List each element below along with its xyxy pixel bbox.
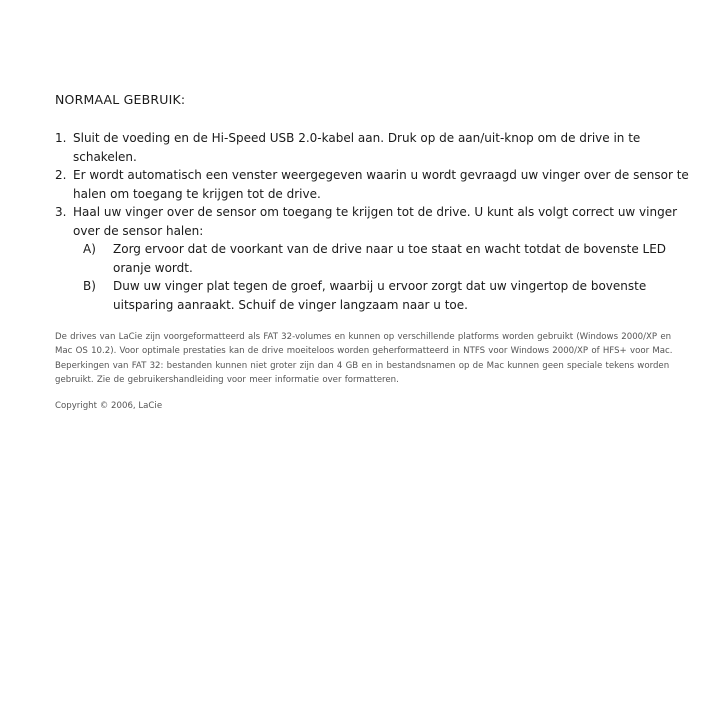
instruction-step-1 — [55, 129, 690, 166]
sub-step-text: Zorg ervoor dat de voorkant van de drive naar u toe staat en wacht totdat de bovenste LED oranje wordt. — [113, 242, 667, 275]
sub-step-a — [83, 240, 690, 277]
copyright-notice: Copyright © 2006, LaCie — [55, 401, 163, 412]
instruction-list — [55, 129, 690, 314]
step-text: Sluit de voeding en de Hi-Speed USB 2.0-kabel aan. Druk op de aan/uit-knop om de drive in te schakelen. — [73, 131, 641, 164]
document-page — [55, 92, 690, 411]
step-number: 3. — [55, 205, 67, 219]
instruction-step-2 — [55, 166, 690, 203]
sub-step-list — [73, 240, 690, 314]
step-text: Er wordt automatisch een venster weergegeven waarin u wordt gevraagd uw vinger over de sensor te halen om toegang te krijgen tot de drive. — [73, 168, 689, 201]
step-number: 2. — [55, 168, 67, 182]
step-number: 1. — [55, 131, 67, 145]
step-text: Haal uw vinger over de sensor om toegang te krijgen tot de drive. U kunt als volgt correct uw vinger over de sensor halen: — [73, 205, 678, 238]
sub-step-b — [83, 277, 690, 314]
sub-step-letter: A) — [83, 242, 96, 256]
sub-step-text: Duw uw vinger plat tegen de groef, waarbij u ervoor zorgt dat uw vingertop de bovenste uitsparing aanraakt. Schuif de vinger langzaam naar u toe. — [113, 279, 647, 312]
formatting-note: De drives van LaCie zijn voorgeformatteerd als FAT 32-volumes en kunnen op verschillende platforms worden gebruikt (Windows 2000/XP en Mac OS 10.2). Voor optimale prestaties kan de drive moeiteloos worden geherformatteerd in NTFS voor Windows 2000/XP of HFS+ voor Mac. Beperkingen van FAT 32: bestanden kunnen niet groter zijn dan 4 GB en in bestandsnamen op de Mac kunnen geen speciale tekens worden gebruikt. Zie de gebruikershandleiding voor meer informatie over formatteren. — [55, 332, 673, 385]
section-heading: NORMAAL GEBRUIK: — [55, 92, 186, 107]
instruction-step-3 — [55, 203, 690, 314]
sub-step-letter: B) — [83, 279, 96, 293]
